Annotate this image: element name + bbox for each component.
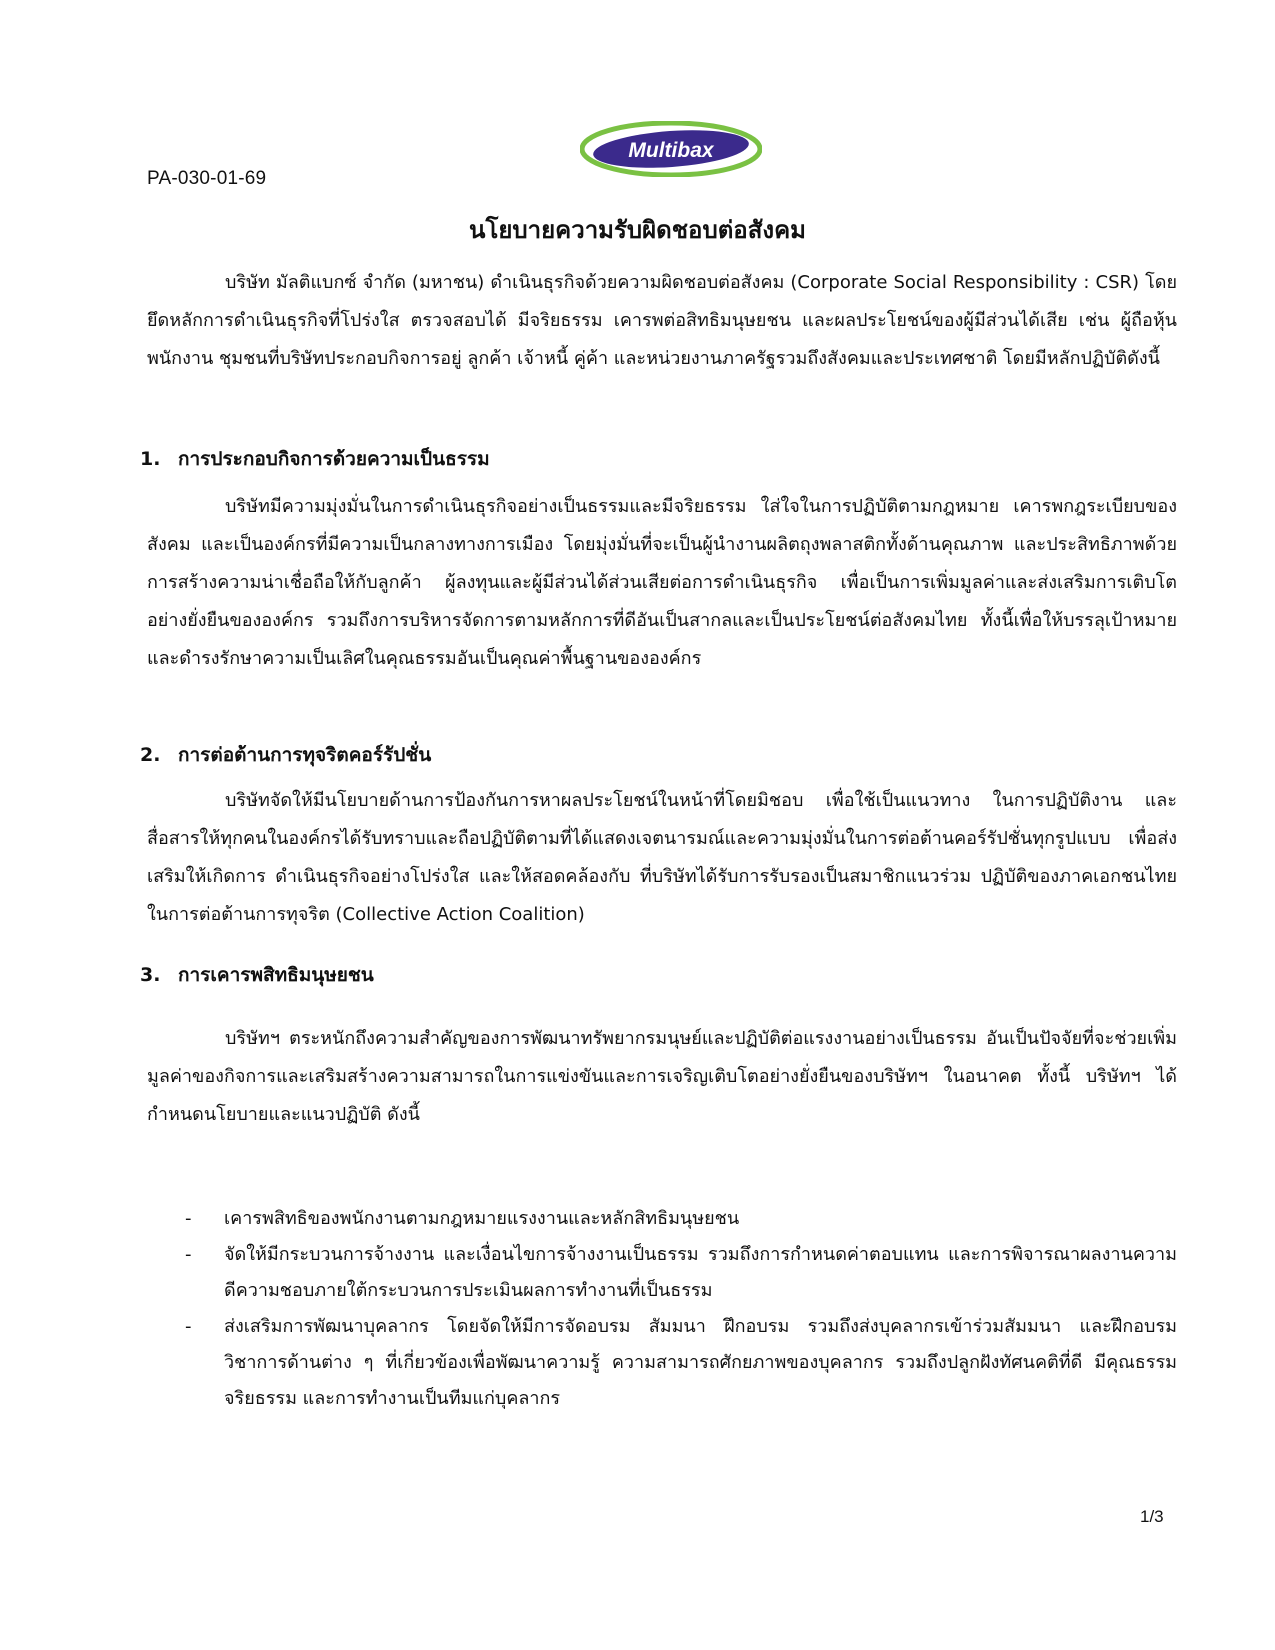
section-1-heading <box>140 445 490 473</box>
section-1-title: การประกอบกิจการด้วยความเป็นธรรม <box>178 448 490 470</box>
section-1-number: 1. <box>140 448 161 470</box>
section-3-number: 3. <box>140 964 161 986</box>
section-2-number: 2. <box>140 744 161 766</box>
page-number: 1/3 <box>1140 1507 1164 1526</box>
section-3-bullet-list <box>147 1201 1177 1417</box>
document-code: PA-030-01-69 <box>147 168 267 189</box>
list-item <box>147 1237 1177 1309</box>
list-item-text: จัดให้มีกระบวนการจ้างงาน และเงื่อนไขการจ้างงานเป็นธรรม รวมถึงการกำหนดค่าตอบแทน และการพิจารณาผลงานความดีความชอบภายใต้กระบวนการประเมินผลการทำงานที่เป็นธรรม <box>224 1244 1177 1301</box>
list-item <box>147 1201 1177 1237</box>
section-2-heading <box>140 741 431 769</box>
bullet-marker: - <box>185 1208 192 1229</box>
bullet-marker: - <box>185 1244 192 1265</box>
section-2-body: บริษัทจัดให้มีนโยบายด้านการป้องกันการหาผลประโยชน์ในหน้าที่โดยมิชอบ เพื่อใช้เป็นแนวทาง ในการปฏิบัติงาน และสื่อสารให้ทุกคนในองค์กรได้รับทราบและถือปฏิบัติตามที่ได้แสดงเจตนารมณ์และความมุ่งมั่นในการต่อต้านคอร์รัปชั่นทุกรูปแบบ เพื่อส่งเสริมให้เกิดการ ดำเนินธุรกิจอย่างโปร่งใส และให้สอดคล้องกับ ที่บริษัทได้รับการรับรองเป็นสมาชิกแนวร่วม ปฏิบัติของภาคเอกชนไทยในการต่อต้านการทุจริต (Collective Action Coalition) <box>147 790 1177 925</box>
section-3-title: การเคารพสิทธิมนุษยชน <box>178 964 374 986</box>
section-1-body: บริษัทมีความมุ่งมั่นในการดำเนินธุรกิจอย่างเป็นธรรมและมีจริยธรรม ใส่ใจในการปฏิบัติตามกฎหมาย เคารพกฎระเบียบของสังคม และเป็นองค์กรที่มีความเป็นกลางทางการเมือง โดยมุ่งมั่นที่จะเป็นผู้นำงานผลิตถุงพลาสติกทั้งด้านคุณภาพ และประสิทธิภาพด้วยการสร้างความน่าเชื่อถือให้กับลูกค้า ผู้ลงทุนและผู้มีส่วนได้ส่วนเสียต่อการดำเนินธุรกิจ เพื่อเป็นการเพิ่มมูลค่าและส่งเสริมการเติบโตอย่างยั่งยืนขององค์กร รวมถึงการบริหารจัดการตามหลักการที่ดีอันเป็นสากลและเป็นประโยชน์ต่อสังคมไทย ทั้งนี้เพื่อให้บรรลุเป้าหมายและดำรงรักษาความเป็นเลิศในคุณธรรมอันเป็นคุณค่าพื้นฐานขององค์กร <box>147 496 1177 669</box>
list-item-text: ส่งเสริมการพัฒนาบุคลากร โดยจัดให้มีการจัดอบรม สัมมนา ฝึกอบรม รวมถึงส่งบุคลากรเข้าร่วมสัมมนา และฝึกอบรมวิชาการด้านต่าง ๆ ที่เกี่ยวข้องเพื่อพัฒนาความรู้ ความสามารถศักยภาพของบุคลากร รวมถึงปลูกฝังทัศนคติที่ดี มีคุณธรรม จริยธรรม และการทำงานเป็นทีมแก่บุคลากร <box>224 1316 1177 1409</box>
list-item-text: เคารพสิทธิของพนักงานตามกฎหมายแรงงานและหลักสิทธิมนุษยชน <box>224 1208 740 1229</box>
list-item <box>147 1309 1177 1417</box>
page-title: นโยบายความรับผิดชอบต่อสังคม <box>469 216 806 244</box>
section-3-heading <box>140 961 374 989</box>
company-logo <box>580 121 762 177</box>
intro-paragraph: บริษัท มัลติแบกซ์ จำกัด (มหาชน) ดำเนินธุรกิจด้วยความผิดชอบต่อสังคม (Corporate Social Responsibility : CSR) โดยยึดหลักการดำเนินธุรกิจที่โปร่งใส ตรวจสอบได้ มีจริยธรรม เคารพต่อสิทธิมนุษยชน และผลประโยชน์ของผู้มีส่วนได้เสีย เช่น ผู้ถือหุ้น พนักงาน ชุมชนที่บริษัทประกอบกิจการอยู่ ลูกค้า เจ้าหนี้ คู่ค้า และหน่วยงานภาครัฐรวมถึงสังคมและประเทศชาติ โดยมีหลักปฏิบัติดังนี้ <box>147 272 1177 369</box>
section-3-body: บริษัทฯ ตระหนักถึงความสำคัญของการพัฒนาทรัพยากรมนุษย์และปฏิบัติต่อแรงงานอย่างเป็นธรรม อันเป็นปัจจัยที่จะช่วยเพิ่มมูลค่าของกิจการและเสริมสร้างความสามารถในการแข่งขันและการเจริญเติบโตอย่างยั่งยืนของบริษัทฯ ในอนาคต ทั้งนี้ บริษัทฯ ได้กำหนดนโยบายและแนวปฏิบัติ ดังนี้ <box>147 1028 1177 1125</box>
logo-text: Multibax <box>628 139 714 162</box>
bullet-marker: - <box>185 1316 192 1337</box>
section-2-title: การต่อต้านการทุจริตคอร์รัปชั่น <box>178 744 432 766</box>
